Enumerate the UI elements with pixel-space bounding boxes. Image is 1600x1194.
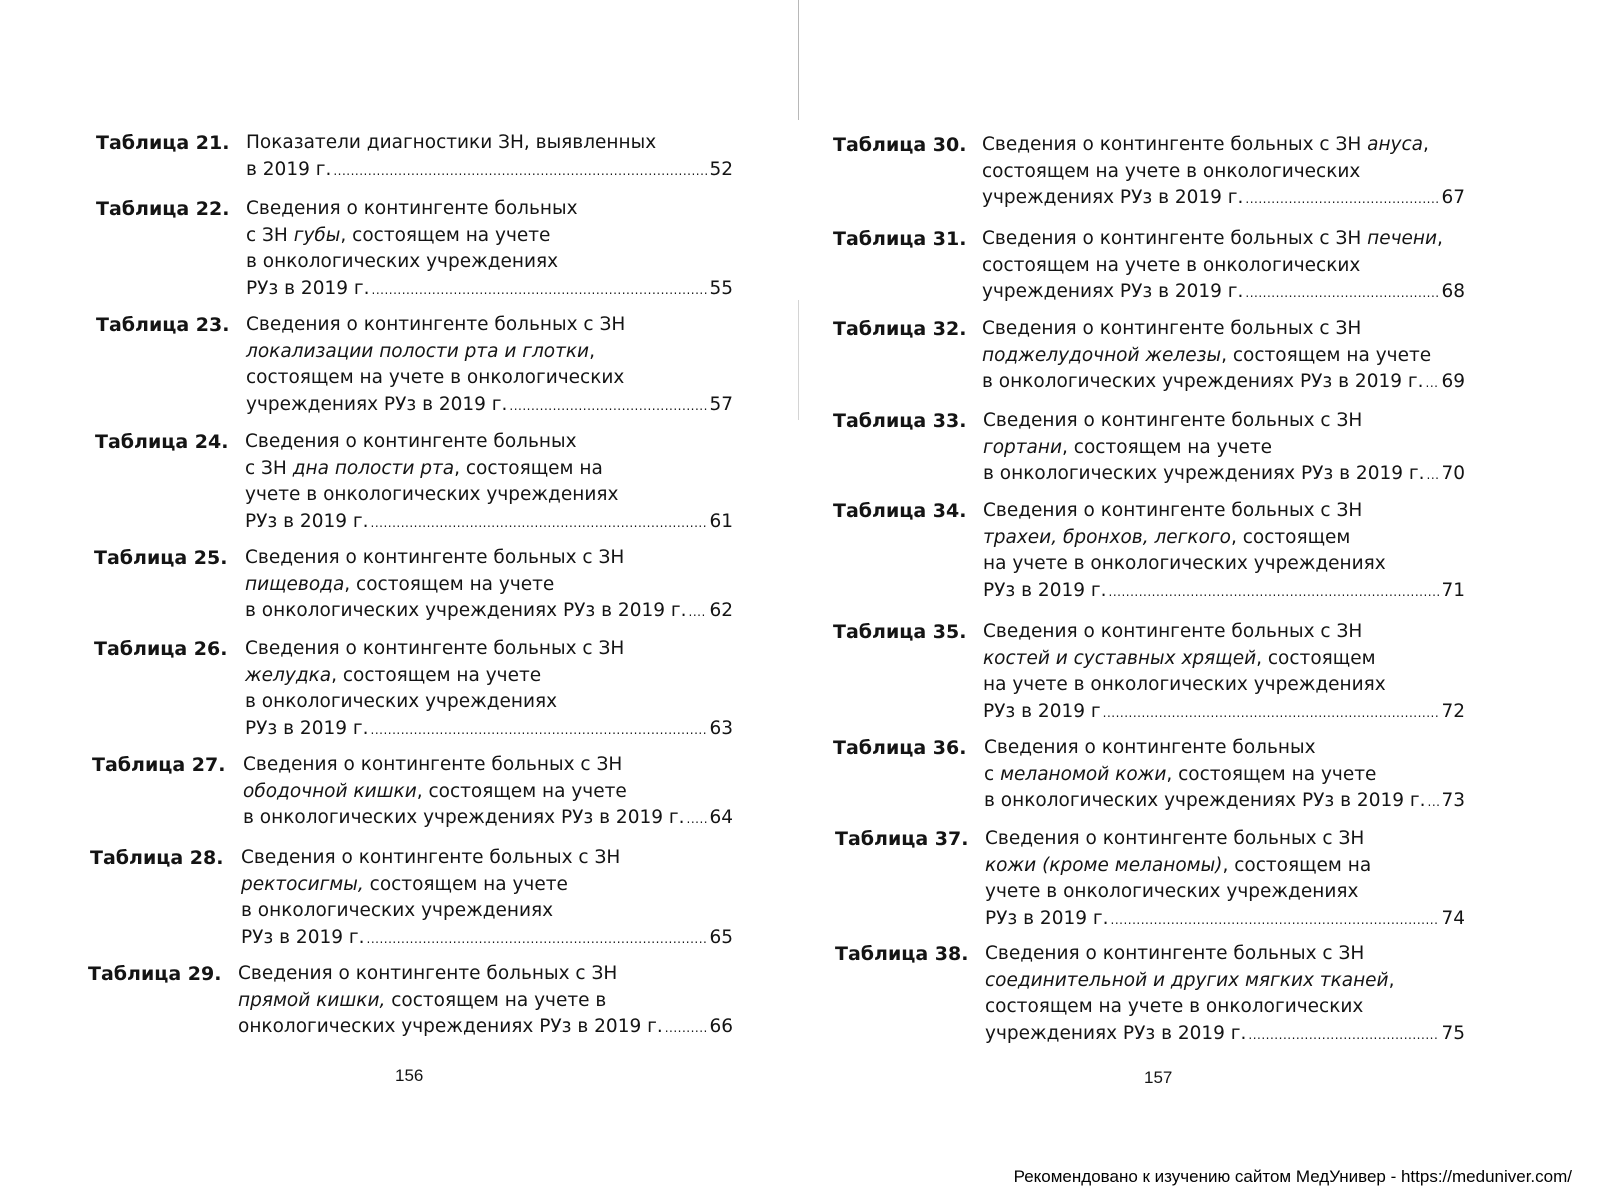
toc-entry-italic-term: печени (1367, 228, 1438, 249)
toc-entry-line (985, 879, 1465, 906)
toc-entry-text: Сведения о контингенте больных с ЗН (246, 314, 626, 335)
toc-entry-label: Таблица 33. (833, 410, 967, 432)
toc-entry-title (246, 196, 733, 302)
toc-entry-italic-term: губы (293, 224, 341, 246)
toc-entry-text: Сведения о контингенте больных с ЗН (245, 638, 625, 659)
toc-entry-line (983, 461, 1465, 488)
toc-entry-line (245, 456, 733, 483)
toc-page-number: 63 (709, 717, 733, 739)
toc-entry-italic-term: кожи (кроме меланомы) (985, 854, 1223, 876)
toc-entry-text: в онкологических учреждениях РУз в 2019 г. (245, 600, 687, 622)
toc-entry-line (983, 551, 1465, 578)
toc-entry-text: Сведения о контингенте больных с ЗН (241, 847, 621, 868)
toc-entry-italic-term: гортани (983, 436, 1063, 458)
toc-entry-italic-term: локализации полости рта и глотки (246, 340, 590, 362)
toc-dot-leader (1427, 462, 1440, 489)
toc-entry-line (245, 572, 733, 599)
toc-dot-leader (1426, 370, 1440, 397)
toc-page-number: 61 (709, 510, 733, 532)
toc-page-number: 57 (709, 393, 733, 415)
toc-entry-text: с (984, 763, 1001, 785)
toc-entry-title (983, 619, 1465, 725)
toc-entry-label: Таблица 27. (92, 754, 226, 776)
toc-entry-title (238, 961, 733, 1041)
toc-entry-text: Сведения о контингенте больных с ЗН (982, 134, 1368, 155)
toc-page-number: 70 (1441, 463, 1465, 485)
toc-entry-label: Таблица 32. (833, 318, 967, 340)
toc-entry-line (245, 636, 733, 663)
toc-entry-line (983, 619, 1465, 646)
toc-entry-title (243, 752, 733, 832)
toc-entry-text: , состоящем на (1222, 854, 1372, 876)
toc-entry-title (245, 429, 733, 535)
toc-entry-italic-term: трахеи, бронхов, легкого (983, 526, 1231, 548)
toc-entry-text: учете в онкологических учреждениях (985, 881, 1359, 903)
toc-dot-leader (1109, 579, 1440, 606)
toc-entry-text: учреждениях РУз в 2019 г. (982, 187, 1244, 209)
toc-entry-line (245, 598, 733, 625)
toc-entry-title (985, 941, 1465, 1047)
toc-entry-line (983, 525, 1465, 552)
toc-entry-italic-term: ректосигмы, (241, 873, 364, 895)
toc-page-number: 55 (709, 277, 733, 299)
toc-entry-line (982, 369, 1465, 396)
toc-entry-text: Сведения о контингенте больных с ЗН (238, 963, 618, 984)
toc-entry-text: , состоящем на учете (344, 573, 555, 595)
toc-entry-text: , состоящем (1230, 526, 1351, 548)
toc-entry-line (241, 898, 733, 925)
toc-dot-leader (1245, 280, 1439, 307)
toc-entry-label: Таблица 34. (833, 500, 967, 522)
toc-entry-label: Таблица 35. (833, 621, 967, 643)
toc-entry-line (243, 752, 733, 779)
toc-dot-leader (689, 599, 708, 626)
toc-entry-text: Сведения о контингенте больных с ЗН (983, 410, 1363, 431)
toc-page-number: 52 (709, 158, 733, 180)
toc-entry-text: состоящем на учете (363, 873, 568, 895)
toc-entry-line (243, 779, 733, 806)
toc-page-number: 69 (1441, 371, 1465, 393)
toc-entry-text: , состоящем на учете (1166, 763, 1377, 785)
toc-entry-line (985, 1021, 1465, 1048)
toc-entry-line (982, 159, 1465, 186)
toc-entry-text: РУз в 2019 г. (245, 717, 369, 739)
toc-dot-leader (1248, 1022, 1439, 1049)
toc-entry-line (985, 968, 1465, 995)
toc-entry-italic-term: прямой кишки, (238, 989, 386, 1011)
toc-entry-line (246, 365, 733, 392)
toc-entry-label: Таблица 30. (833, 134, 967, 156)
toc-dot-leader (509, 393, 707, 420)
toc-entry-line (983, 408, 1465, 435)
footer-note: Рекомендовано к изучению сайтом МедУнивер - https://meduniver.com/ (1013, 1167, 1572, 1186)
toc-entry-line (245, 429, 733, 456)
toc-page-number: 68 (1441, 281, 1465, 303)
toc-entry-line (246, 249, 733, 276)
toc-entry-line (985, 994, 1465, 1021)
toc-dot-leader (665, 1015, 708, 1042)
right-page (800, 0, 1600, 1194)
toc-dot-leader (333, 158, 707, 185)
toc-entry-line (241, 872, 733, 899)
toc-entry-title (245, 636, 733, 742)
toc-page-number: 66 (709, 1016, 733, 1038)
toc-entry-line (243, 805, 733, 832)
toc-entry-text: РУз в 2019 г (983, 700, 1101, 722)
toc-entry-line (238, 988, 733, 1015)
toc-entry-line (246, 196, 733, 223)
toc-entry-text: РУз в 2019 г. (241, 926, 365, 948)
toc-entry-line (245, 689, 733, 716)
toc-entry-line (982, 185, 1465, 212)
toc-entry-italic-term: дна полости рта (292, 457, 455, 479)
toc-entry-text: состоящем на учете в онкологических (246, 367, 625, 389)
toc-entry-text: состоящем на учете в онкологических (982, 160, 1361, 182)
toc-entry-italic-term: поджелудочной железы (982, 344, 1222, 366)
toc-entry-title (246, 130, 733, 183)
toc-entry-text: Сведения о контингенте больных (246, 198, 578, 219)
toc-entry-text: Сведения о контингенте больных (245, 431, 577, 452)
toc-dot-leader (371, 510, 708, 537)
toc-entry-label: Таблица 28. (90, 847, 224, 869)
toc-entry-line (246, 157, 733, 184)
toc-entry-text: с ЗН (246, 224, 294, 246)
toc-entry-label: Таблица 26. (94, 638, 228, 660)
toc-entry-line (982, 226, 1465, 253)
toc-entry-text: , (1423, 134, 1429, 155)
toc-entry-text: , состоящем на учете (340, 224, 551, 246)
toc-entry-italic-term: меланомой кожи (1000, 763, 1167, 785)
toc-entry-line (983, 435, 1465, 462)
toc-entry-label: Таблица 37. (835, 828, 969, 850)
toc-entry-text: в онкологических учреждениях (241, 900, 554, 922)
toc-dot-leader (367, 926, 708, 953)
toc-entry-text: Сведения о контингенте больных с ЗН (243, 754, 623, 775)
toc-entry-text: РУз в 2019 г. (246, 277, 370, 299)
toc-entry-text: РУз в 2019 г. (985, 907, 1109, 929)
toc-entry-text: состоящем на учете в онкологических (985, 996, 1364, 1018)
toc-entry-line (984, 762, 1465, 789)
toc-entry-text: Сведения о контингенте больных с ЗН (245, 547, 625, 568)
toc-page-number: 62 (709, 600, 733, 622)
toc-entry-text: онкологических учреждениях РУз в 2019 г. (238, 1016, 663, 1038)
toc-entry-text: , (1388, 969, 1395, 991)
toc-entry-line (238, 961, 733, 988)
toc-entry-text: с ЗН (245, 457, 293, 479)
toc-entry-italic-term: ободочной кишки (243, 780, 417, 802)
page-number: 157 (1144, 1068, 1173, 1087)
toc-entry-text: на учете в онкологических учреждениях (983, 553, 1386, 575)
toc-entry-line (985, 906, 1465, 933)
toc-page-number: 72 (1441, 700, 1465, 722)
toc-dot-leader (1111, 907, 1440, 934)
toc-dot-leader (1428, 789, 1440, 816)
toc-entry-text: , состоящем на (454, 457, 603, 479)
toc-page-number: 71 (1441, 579, 1465, 601)
book-spine (798, 0, 799, 120)
toc-entry-line (984, 735, 1465, 762)
toc-entry-text: в онкологических учреждениях РУз в 2019 г. (982, 371, 1424, 393)
toc-entry-line (982, 132, 1465, 159)
toc-entry-text: состоящем на учете в (385, 989, 607, 1011)
toc-entry-line (983, 646, 1465, 673)
toc-entry-text: учреждениях РУз в 2019 г. (982, 281, 1244, 303)
toc-entry-line (246, 339, 733, 366)
toc-entry-line (246, 276, 733, 303)
toc-entry-text: Сведения о контингенте больных с ЗН (982, 228, 1368, 249)
toc-entry-title (983, 408, 1465, 488)
toc-entry-text: , состоящем (1256, 647, 1376, 669)
toc-entry-text: в онкологических учреждениях РУз в 2019 г. (983, 463, 1425, 485)
toc-entry-title (982, 226, 1465, 306)
toc-entry-line (982, 316, 1465, 343)
toc-entry-title (984, 735, 1465, 815)
toc-entry-italic-term: костей и суставных хрящей (983, 647, 1257, 669)
toc-entry-line (983, 672, 1465, 699)
toc-entry-line (246, 312, 733, 339)
toc-entry-line (983, 578, 1465, 605)
toc-entry-title (985, 826, 1465, 932)
toc-entry-title (245, 545, 733, 625)
toc-entry-text: Сведения о контингенте больных с ЗН (985, 943, 1365, 964)
toc-entry-line (982, 253, 1465, 280)
toc-entry-text: в онкологических учреждениях РУз в 2019 г. (984, 790, 1426, 812)
toc-entry-line (982, 279, 1465, 306)
toc-entry-text: на учете в онкологических учреждениях (983, 674, 1386, 696)
toc-entry-text: учреждениях РУз в 2019 г. (246, 393, 508, 415)
toc-entry-text: Сведения о контингенте больных с ЗН (982, 318, 1362, 339)
toc-entry-text: Сведения о контингенте больных с ЗН (983, 621, 1363, 642)
toc-entry-line (983, 699, 1465, 726)
toc-entry-text: Сведения о контингенте больных с ЗН (983, 500, 1363, 521)
toc-entry-text: Сведения о контингенте больных (984, 737, 1316, 758)
toc-entry-line (246, 223, 733, 250)
toc-entry-line (238, 1014, 733, 1041)
toc-entry-label: Таблица 38. (835, 943, 969, 965)
toc-entry-line (245, 509, 733, 536)
toc-entry-text: Сведения о контингенте больных с ЗН (985, 828, 1365, 849)
toc-entry-line (984, 788, 1465, 815)
toc-dot-leader (1103, 700, 1440, 727)
toc-entry-label: Таблица 22. (96, 198, 230, 220)
toc-entry-italic-term: ануса (1367, 134, 1424, 155)
toc-entry-text: РУз в 2019 г. (245, 510, 369, 532)
toc-entry-line (985, 826, 1465, 853)
toc-entry-title (241, 845, 733, 951)
toc-entry-label: Таблица 21. (96, 132, 230, 154)
toc-entry-line (241, 925, 733, 952)
toc-entry-text: в онкологических учреждениях (246, 251, 559, 273)
toc-entry-label: Таблица 24. (95, 431, 229, 453)
toc-entry-label: Таблица 29. (88, 963, 222, 985)
toc-entry-text: , состоящем на учете (1062, 436, 1273, 458)
toc-entry-text: в онкологических учреждениях (245, 691, 558, 713)
toc-entry-label: Таблица 23. (96, 314, 230, 336)
toc-entry-italic-term: желудка (245, 664, 332, 686)
book-spine-mark (798, 300, 799, 420)
toc-dot-leader (372, 277, 708, 304)
toc-entry-line (245, 545, 733, 572)
toc-entry-text: в онкологических учреждениях РУз в 2019 г. (243, 807, 685, 829)
toc-entry-text: учете в онкологических учреждениях (245, 484, 619, 506)
toc-entry-text: , (1437, 228, 1443, 249)
toc-page-number: 65 (709, 926, 733, 948)
toc-entry-italic-term: пищевода (245, 573, 345, 595)
page-number: 156 (395, 1066, 424, 1085)
toc-entry-line (246, 130, 733, 157)
toc-entry-label: Таблица 25. (94, 547, 228, 569)
toc-entry-title (246, 312, 733, 418)
toc-entry-text: , (589, 340, 595, 362)
toc-entry-text: состоящем на учете в онкологических (982, 254, 1361, 276)
toc-entry-title (982, 132, 1465, 212)
toc-entry-title (983, 498, 1465, 604)
toc-entry-text: РУз в 2019 г. (983, 579, 1107, 601)
toc-entry-line (983, 498, 1465, 525)
toc-entry-label: Таблица 36. (833, 737, 967, 759)
toc-page-number: 75 (1441, 1022, 1465, 1044)
toc-entry-line (982, 343, 1465, 370)
toc-entry-text: , состоящем на учете (331, 664, 542, 686)
toc-page-number: 64 (709, 807, 733, 829)
toc-page-number: 73 (1441, 790, 1465, 812)
toc-entry-text: в 2019 г. (246, 158, 332, 180)
toc-entry-line (245, 482, 733, 509)
toc-entry-text: , состоящем на учете (1221, 344, 1432, 366)
toc-entry-line (245, 716, 733, 743)
toc-dot-leader (371, 717, 708, 744)
toc-entry-title (982, 316, 1465, 396)
toc-entry-text: учреждениях РУз в 2019 г. (985, 1022, 1247, 1044)
toc-entry-text: Показатели диагностики ЗН, выявленных (246, 132, 657, 153)
toc-entry-line (241, 845, 733, 872)
toc-dot-leader (687, 806, 708, 833)
toc-page-number: 67 (1441, 187, 1465, 209)
toc-dot-leader (1245, 186, 1439, 213)
toc-entry-label: Таблица 31. (833, 228, 967, 250)
toc-entry-line (985, 941, 1465, 968)
toc-page-number: 74 (1441, 907, 1465, 929)
toc-entry-text: , состоящем на учете (416, 780, 627, 802)
toc-entry-italic-term: соединительной и других мягких тканей (985, 969, 1389, 991)
toc-entry-line (245, 663, 733, 690)
toc-entry-line (985, 853, 1465, 880)
toc-entry-line (246, 392, 733, 419)
